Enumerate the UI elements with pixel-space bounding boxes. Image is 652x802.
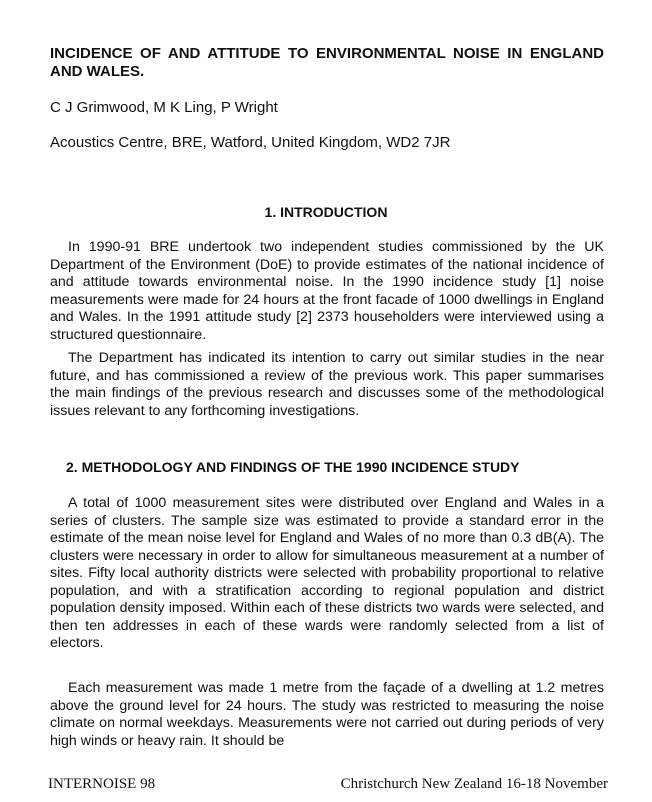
intro-paragraph-1: In 1990-91 BRE undertook two independent studies commissioned by the UK Department of the Environment (DoE) to provide estimates of the national incidence of and attitude towards environmental noise. In the 1990 incidence study [1] noise measurements were made for 24 hours at the front facade of 1000 dwellings in England and Wales. In the 1991 attitude study [2] 2373 householders were interviewed using a structured questionnaire. <box>50 239 604 343</box>
footer-conference: INTERNOISE 98 <box>48 776 156 792</box>
footer-location-date: Christchurch New Zealand 16-18 November <box>340 776 608 792</box>
section-heading-methodology: 2. METHODOLOGY AND FINDINGS OF THE 1990 INCIDENCE STUDY <box>66 459 520 475</box>
methodology-paragraph-2: Each measurement was made 1 metre from the façade of a dwelling at 1.2 metres above the ground level for 24 hours. The study was restricted to measuring the noise climate on normal weekdays. Measurements were not carried out during periods of very high winds or heavy rain. It should be <box>50 680 604 749</box>
methodology-paragraph-1: A total of 1000 measurement sites were distributed over England and Wales in a series of clusters. The sample size was estimated to provide a standard error in the estimate of the mean noise level for England and Wales of no more than 0.3 dB(A). The clusters were necessary in order to allow for simultaneous measurement at a number of sites. Fifty local authority districts were selected with probability proportional to relative population, and with a stratification according to regional population and district population density imposed. Within each of these districts two wards were selected, and then ten addresses in each of these wards were randomly selected from a list of electors. <box>50 495 604 651</box>
author-affiliation: Acoustics Centre, BRE, Watford, United Kingdom, WD2 7JR <box>50 134 451 151</box>
intro-paragraph-2: The Department has indicated its intention to carry out similar studies in the near future, and has commissioned a review of the previous work. This paper summarises the main findings of the previous research and discusses some of the methodological issues relevant to any forthcoming investigations. <box>50 350 604 419</box>
paper-title: INCIDENCE OF AND ATTITUDE TO ENVIRONMENTAL NOISE IN ENGLAND AND WALES. <box>50 45 604 80</box>
section-heading-introduction: 1. INTRODUCTION <box>264 204 388 220</box>
author-list: C J Grimwood, M K Ling, P Wright <box>50 99 278 116</box>
